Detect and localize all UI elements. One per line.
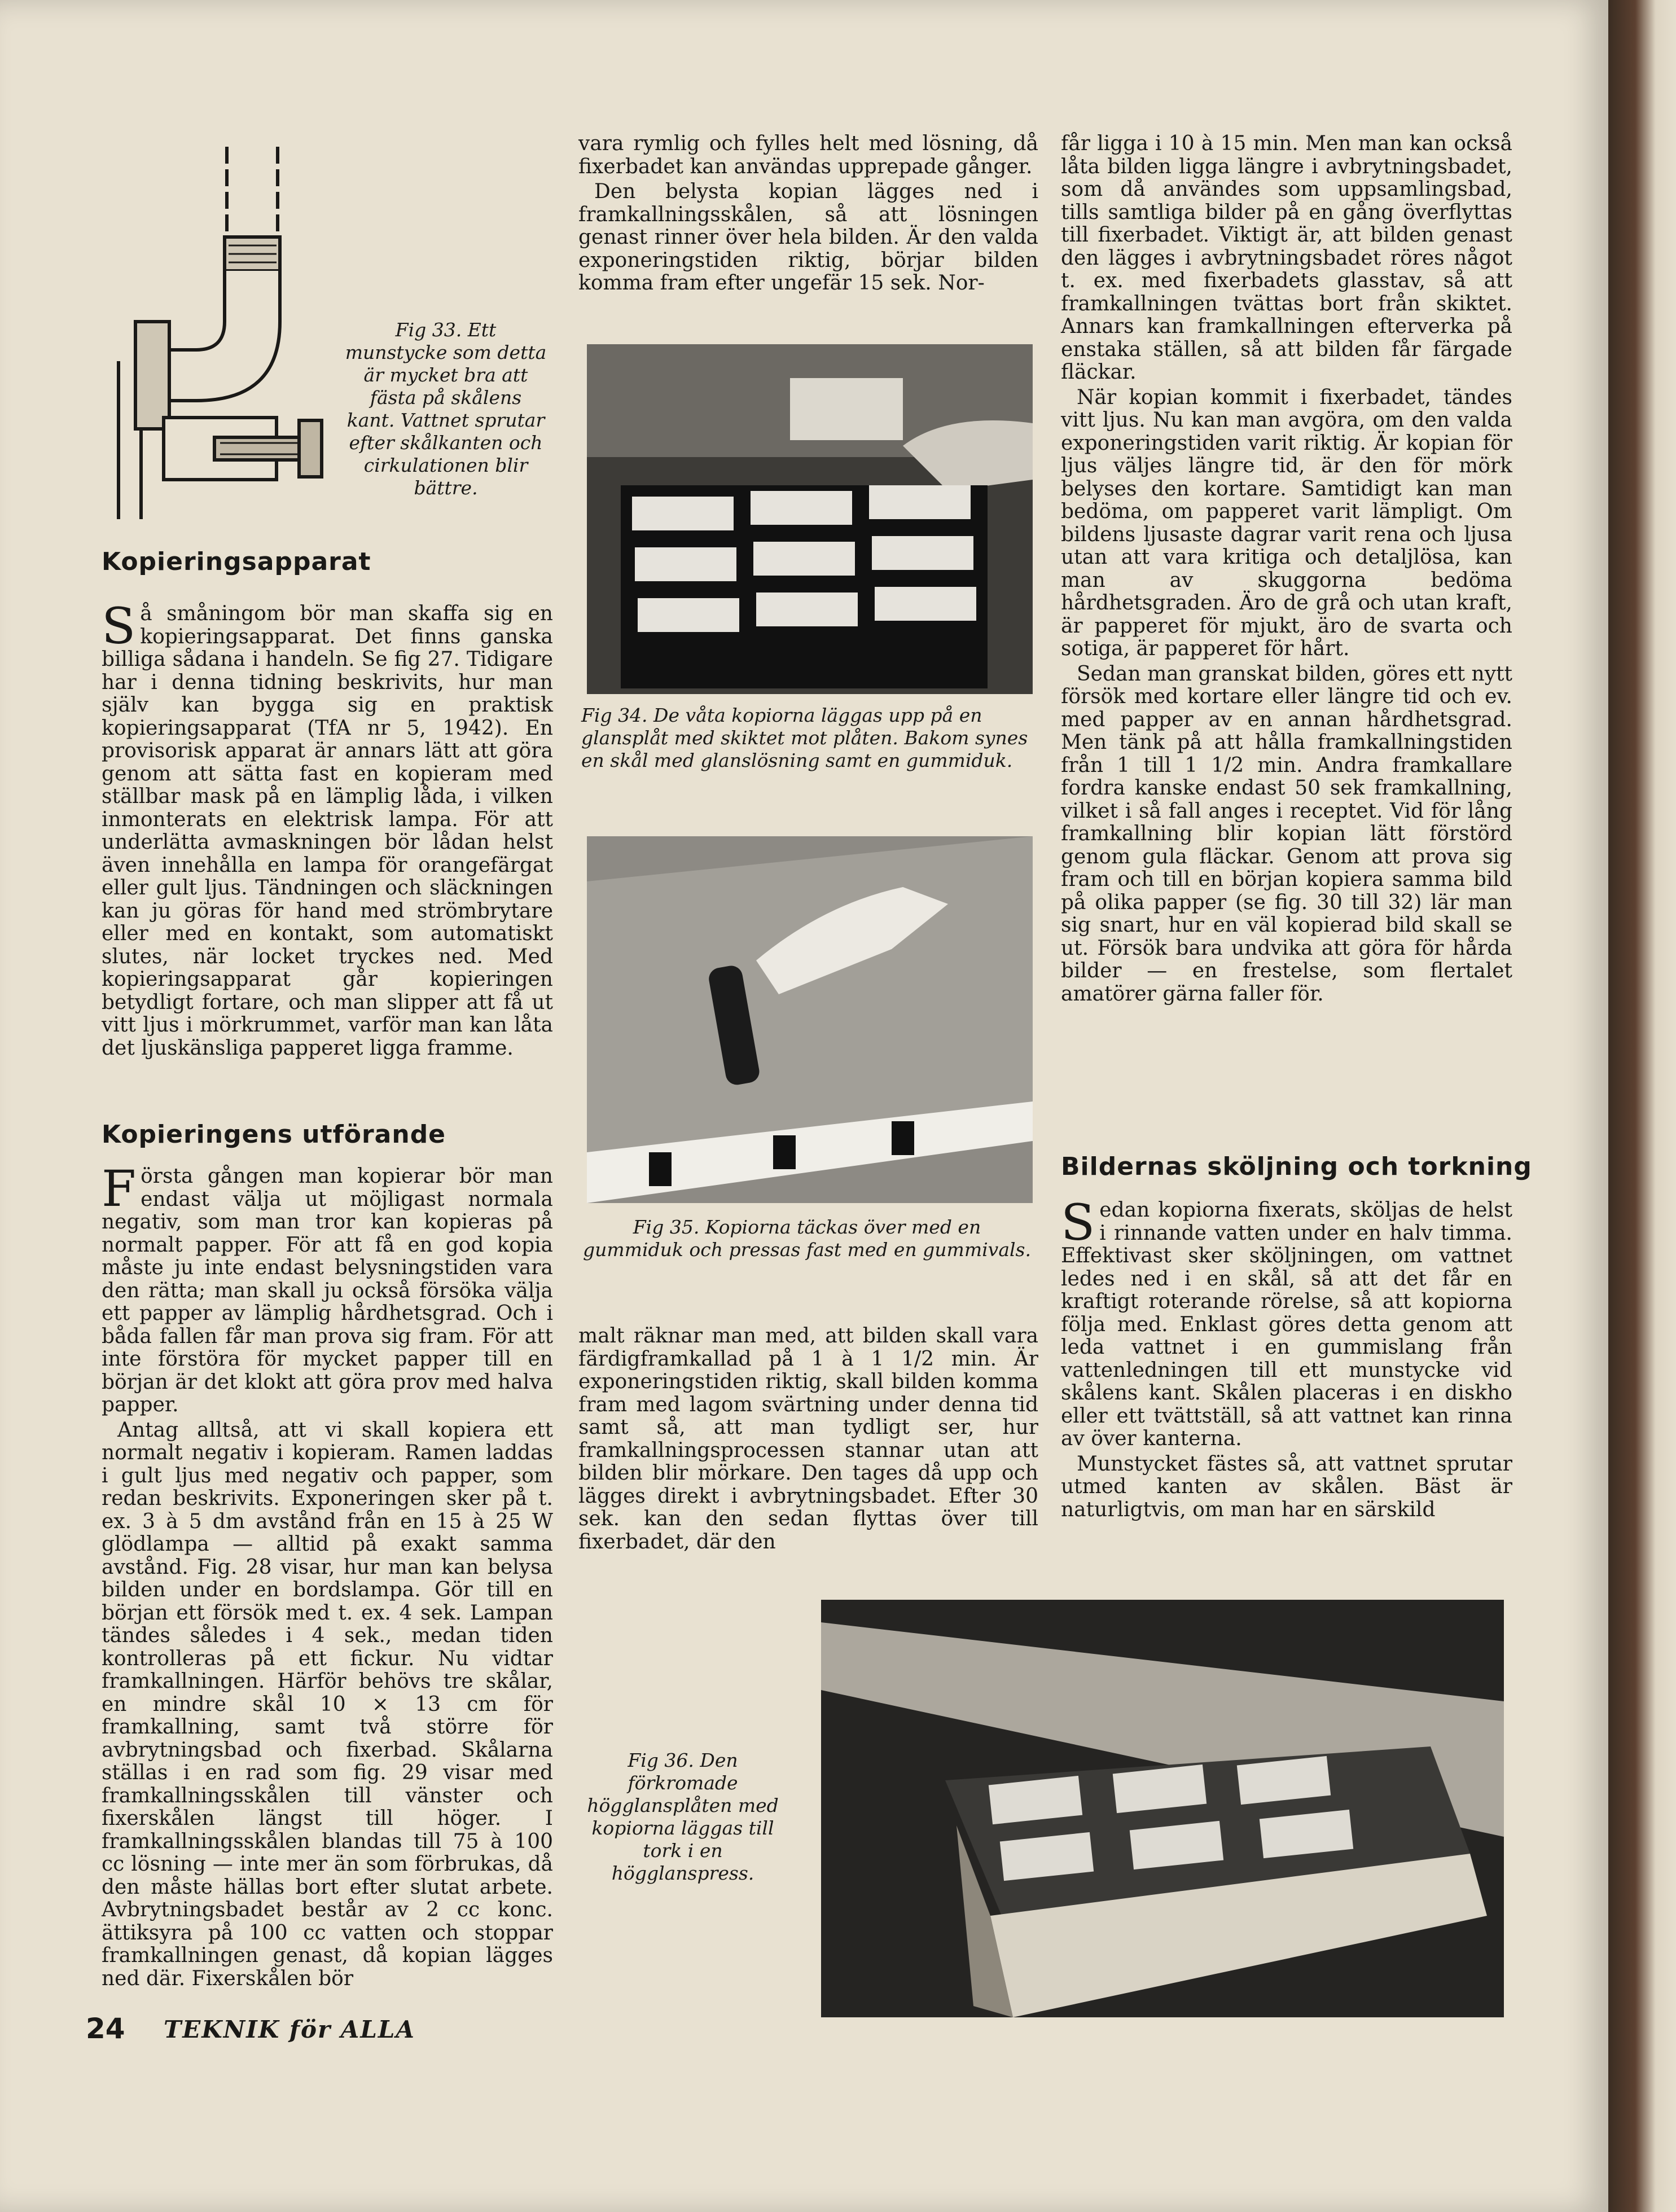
paragraph: Den belysta kopian lägges ned i framkallningsskålen, så att lösningen genast rinner över hela bilden. Är den valda exponeringstiden riktig, börjar bilden komma fram efter ungefär 15 sek. Nor- [578,180,1038,295]
paragraph: Munstycket fästes så, att vattnet sprutar utmed kanten av skålen. Bäst är naturligtvis, om man har en särskild [1061,1452,1512,1521]
paragraph: vara rymlig och fylles helt med lösning, då fixerbadet kan användas upprepade gånger. [578,132,1038,178]
paragraph: När kopian kommit i fixerbadet, tändes vitt ljus. Nu kan man avgöra, om den valda exponeringstiden varit riktig. Är kopian för ljus väljes längre tid, är den för mörk belyses den kortare. Samtidigt kan man bedöma, om papperet varit lämpligt. Om bildens ljusaste dagrar varit rena och ljusa utan att vara kritiga och detaljlösa, kan man av skuggorna bedöma hårdhetsgraden. Äro de grå och utan kraft, är papperet för mjukt, äro de svarta och sotiga, är papperet för hårt. [1061,385,1512,660]
section-heading-skoljning: Bildernas sköljning och torkning [1061,1152,1532,1181]
fig33-nozzle-drawing [102,135,344,525]
paragraph [1061,1193,1512,1451]
fig34-caption: Fig 34. De våta kopiorna läggas upp på en glansplåt med skiktet mot plåten. Bakom synes en skål med glanslösning samt en gummiduk. [581,704,1028,771]
fig36-caption: Fig 36. Den förkromade högglansplåten med kopiorna läggas till tork i en högglanspress. [587,1749,779,1884]
fig35-caption: Fig 35. Kopiorna täckas över med en gummiduk och pressas fast med en gummivals. [583,1216,1031,1261]
paragraph: Sedan man granskat bilden, göres ett nytt försök med kortare eller längre tid och ev. med papper av en annan hårdhetsgrad. Men tänk på att hålla framkallningstiden från 1 till 1 1/2 min. Andra framkallare fordra kanske endast 50 sek framkallning, vilket i så fall anges i receptet. Vid för lång framkallning blir kopian lätt förstörd genom gula fläckar. Genom att prova sig fram och till en början kopiera samma bild på olika papper (se fig. 30 till 32) lär man sig snart, hur en väl kopierad bild skall se ut. Försök bara undvika att göra för hårda bilder — en frestelse, som flertalet amatörer gärna faller för. [1061,662,1512,1006]
column-3-top [1061,133,1512,1008]
column-3-bottom [1061,1193,1512,1524]
paragraph-text: örsta gången man kopierar bör man endast välja ut möjligast normala negativ, som man tror kan kopieras på normalt papper. För att få en god kopia måste ju inte endast belysningstiden vara den rätta; man skall ju också försöka välja ett papper av lämplig hårdhetsgrad. Och i båda fallen får man prova sig fram. För att inte förstöra för mycket papper till en början är det klokt att göra prov med halva papper. [102,1165,553,1416]
fig35-photo [587,836,1033,1203]
drop-cap: F [102,1160,137,1218]
drop-cap: S [1061,1193,1095,1252]
paragraph [102,1160,553,1417]
paragraph-text: å småningom bör man skaffa sig en kopieringsapparat. Det finns ganska billiga sådana i handeln. Se fig 27. Tidigare har i denna tidning beskrivits, hur man själv kan bygga sig en praktisk kopieringsapparat (TfA nr 5, 1942). En provisorisk apparat är annars lätt att göra genom att sätta fast en kopieram med ställbar mask på en lämplig låda, i vilken inmonterats en elektrisk lampa. För att underlätta avmaskningen bör lådan helst även innehålla en lampa för orangefärgat eller gult ljus. Tändningen och släckningen kan ju göras för hand med strömbrytare eller med en kontakt, som automatiskt slutes, när locket tryckes ned. Med kopieringsapparat går kopieringen betydligt fortare, och man slipper att få ut vitt ljus i mörkrummet, varför man kan låta det ljuskänsliga papperet ligga framme. [102,602,553,1060]
paragraph: malt räknar man med, att bilden skall vara färdigframkallad på 1 à 1 1/2 min. Är exponeringstiden riktig, skall bilden komma fram med lagom svärtning under denna tid samt så, att man tydligt ser, hur framkallningsprocessen stannar utan att bilden blir mörkare. Den tages då upp och lägges direkt i avbrytningsbadet. Efter 30 sek. kan den sedan flyttas över till fixerbadet, där den [578,1324,1038,1553]
paragraph [102,597,553,1060]
section-heading-kopieringens-utforande: Kopieringens utförande [102,1120,446,1149]
paragraph: får ligga i 10 à 15 min. Men man kan också låta bilden ligga längre i avbrytningsbadet, som då användes som uppsamlingsbad, tills samtliga bilder på en gång överflyttas till fixerbadet. Viktigt är, att bilden genast den lägges i avbrytningsbadet röres något t. ex. med fixerbadets glasstav, så att framkallningen tvättas bort från skiktet. Annars kan framkallningen efterverka på enstaka ställen, så att bilden får färgade fläckar. [1061,132,1512,384]
page-edge [1608,0,1676,2212]
column-2-top [578,133,1038,297]
drop-cap: S [102,597,136,655]
column-1-bottom [102,1160,553,1992]
page-number: 24 [86,2012,125,2045]
paragraph-text: edan kopiorna fixerats, sköljas de helst i rinnande vatten under en halv timma. Effektivast sker sköljningen, om vattnet ledes ned i en skål, så att det får en kraftigt roterande rörelse, så att kopiorna följa med. Enklast göres detta genom att leda vattnet i en gummislang från vattenledningen till ett munstycke vid skålens kant. Skålen placeras i en diskho eller ett tvättställ, så att vattnet kan rinna av över kanterna. [1061,1199,1512,1450]
paragraph: Antag alltså, att vi skall kopiera ett normalt negativ i kopieram. Ramen laddas i gult ljus med negativ och papper, som redan beskrivits. Exponeringen sker på t. ex. 3 à 5 dm avstånd från en 15 à 25 W glödlampa — alltid på exakt samma avstånd. Fig. 28 visar, hur man kan belysa bilden under en bordslampa. Gör till en början ett försök med t. ex. 4 sek. Lampan tändes således i 4 sek., medan tiden kontrolleras på ett fickur. Nu vidtar framkallningen. Härför behövs tre skålar, en mindre skål 10 × 13 cm för framkallning, samt två större för avbrytningsbad och fixerbad. Skålarna ställas i en rad som fig. 29 visar med framkallningsskålen till vänster och fixerskålen längst till höger. I framkallningsskålen blandas till 75 à 100 cc lösning — inte mer än som förbrukas, då den måste hällas bort efter slutat arbete. Avbrytningsbadet består av 2 cc konc. ättiksyra på 100 cc vatten och stoppar framkallningen genast, då kopian lägges ned där. Fixerskålen bör [102,1418,553,1990]
fig33-caption: Fig 33. Ett munstycke som detta är mycket bra att fästa på skålens kant. Vattnet sprutar efter skålkanten och cirkulationen blir bättre. [345,319,547,499]
fig34-photo [587,344,1033,694]
magazine-name: TEKNIK för ALLA [164,2016,416,2043]
fig36-photo [821,1600,1504,2017]
section-heading-kopieringsapparat: Kopieringsapparat [102,547,371,576]
column-2-bottom [578,1325,1038,1556]
column-1-top [102,597,553,1062]
